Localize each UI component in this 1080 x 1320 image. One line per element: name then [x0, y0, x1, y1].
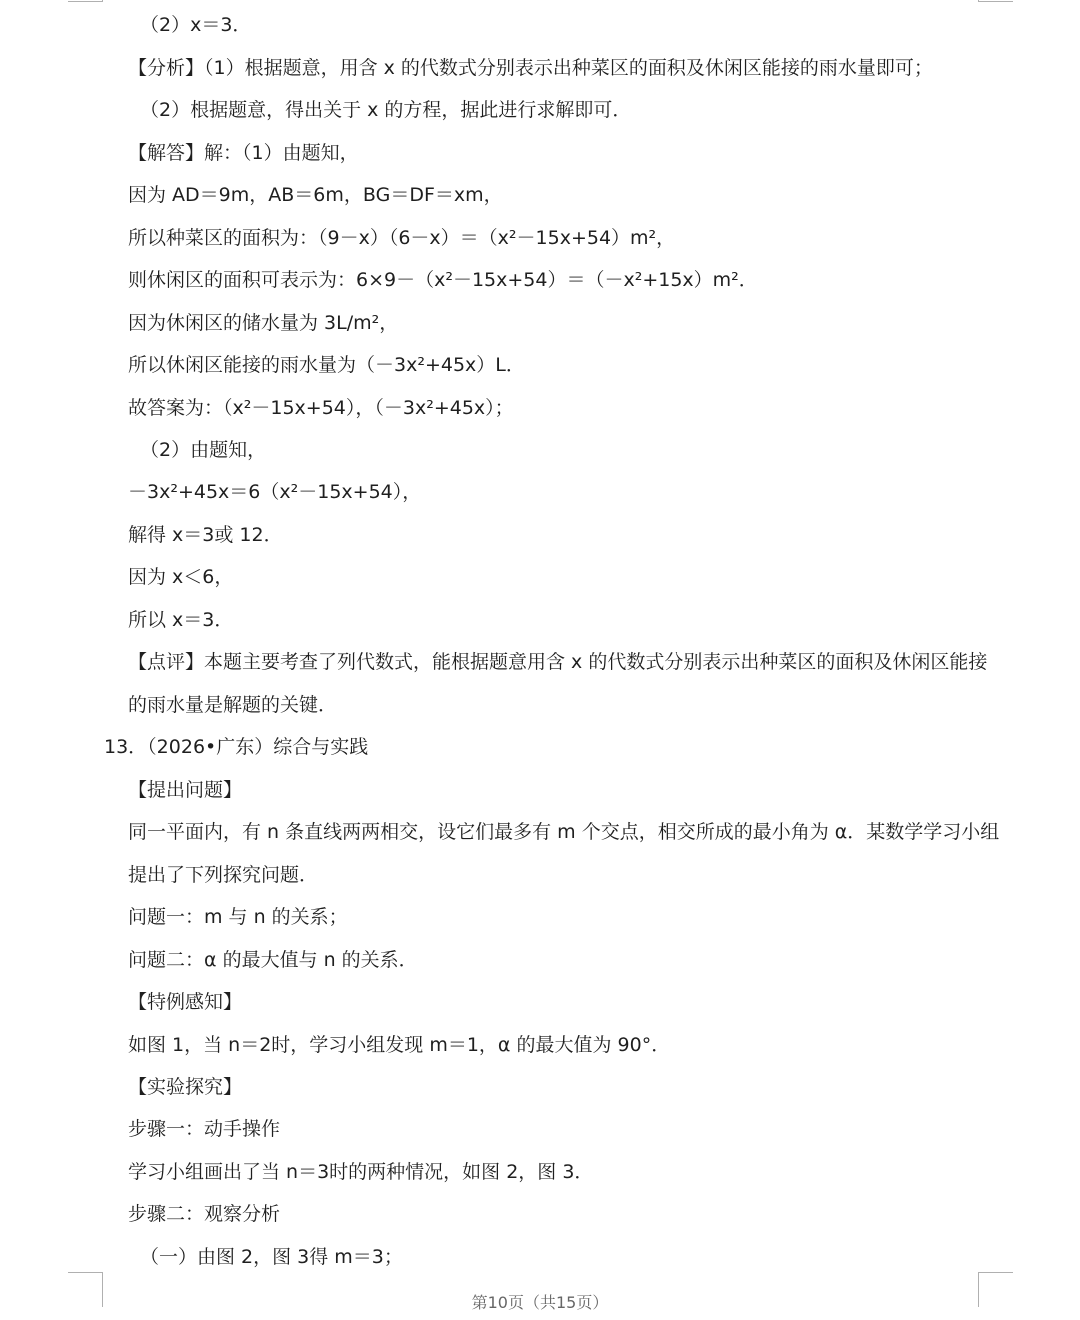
solution-line: 因为休闲区的储水量为 3L/m²，: [128, 312, 399, 334]
section-heading: 【实验探究】: [128, 1076, 243, 1098]
solution-line: 解得 x＝3或 12．: [128, 524, 283, 546]
question-line: 如图 1，当 n＝2时，学习小组发现 m＝1，α 的最大值为 90°．: [128, 1034, 671, 1056]
question-line: 步骤一：动手操作: [128, 1118, 281, 1140]
comment-line: 【点评】本题主要考查了列代数式，能根据题意用含 x 的代数式分别表示出种菜区的面积及休闲区能接: [128, 651, 988, 673]
analysis-line: 【分析】（1）根据题意，用含 x 的代数式分别表示出种菜区的面积及休闲区能接的雨水量即可；: [128, 57, 933, 79]
question-title: 13．（2026•广东）综合与实践: [104, 736, 369, 758]
section-heading: 【特例感知】: [128, 991, 243, 1013]
question-line: 步骤二：观察分析: [128, 1203, 281, 1225]
corner-mark-top-right: [978, 0, 1013, 2]
corner-mark-top-left: [68, 0, 103, 2]
analysis-line: （2）根据题意，得出关于 x 的方程，据此进行求解即可．: [140, 99, 632, 121]
solution-line: 因为 x＜6，: [128, 566, 234, 588]
solution-line: 所以 x＝3．: [128, 609, 234, 631]
solution-heading: 【解答】解：（1）由题知，: [128, 142, 359, 164]
solution-line: －3x²+45x＝6（x²－15x+54），: [128, 481, 422, 503]
question-line: 问题二：α 的最大值与 n 的关系．: [128, 949, 418, 971]
question-line: 同一平面内，有 n 条直线两两相交，设它们最多有 m 个交点，相交所成的最小角为 α．某数学学习小组: [128, 821, 1000, 843]
solution-line: （2）由题知，: [140, 439, 267, 461]
solution-line: 所以休闲区能接的雨水量为（－3x²+45x）L．: [128, 354, 525, 376]
solution-line: 故答案为：（x²－15x+54），（－3x²+45x）；: [128, 397, 514, 419]
solution-line: 因为 AD＝9m，AB＝6m，BG＝DF＝xm，: [128, 184, 503, 206]
question-line: （一）由图 2，图 3得 m＝3；: [140, 1246, 403, 1268]
solution-line: 则休闲区的面积可表示为：6×9－（x²－15x+54）＝（－x²+15x）m²．: [128, 269, 758, 291]
page-number-footer: 第10页（共15页）: [471, 1293, 609, 1312]
answer-line: （2）x＝3．: [140, 14, 252, 36]
section-heading: 【提出问题】: [128, 779, 243, 801]
solution-line: 所以种菜区的面积为：（9－x）（6－x）＝（x²－15x+54）m²，: [128, 227, 676, 249]
question-line: 提出了下列探究问题．: [128, 864, 319, 886]
question-line: 问题一：m 与 n 的关系；: [128, 906, 348, 928]
comment-line: 的雨水量是解题的关键．: [128, 694, 338, 716]
question-line: 学习小组画出了当 n＝3时的两种情况，如图 2，图 3．: [128, 1161, 594, 1183]
